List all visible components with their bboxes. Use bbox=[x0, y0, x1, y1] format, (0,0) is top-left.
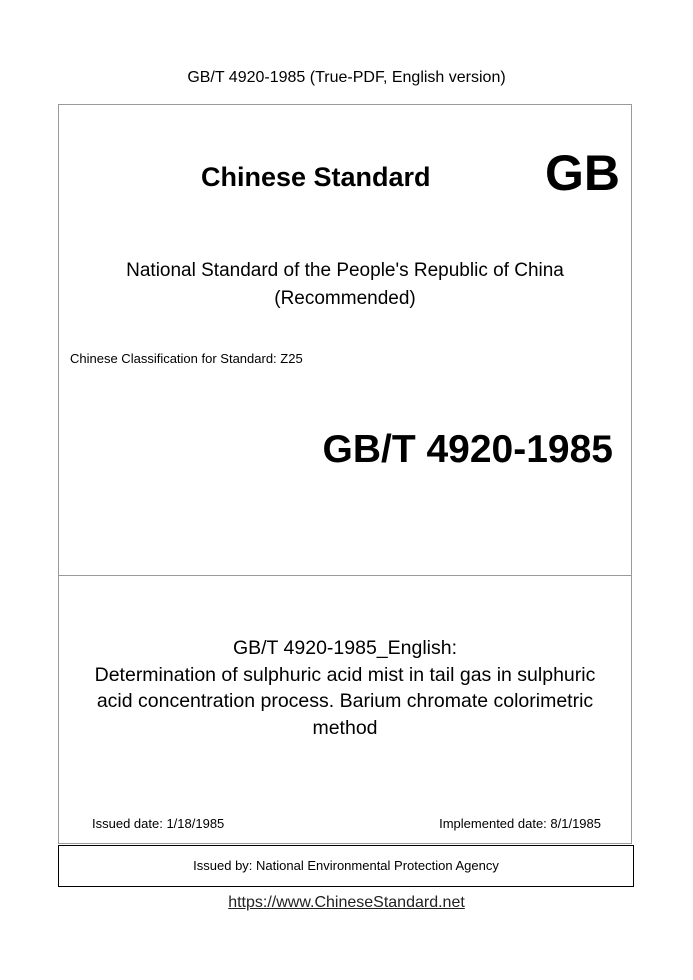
document-title bbox=[71, 635, 619, 741]
issued-date: Issued date: 1/18/1985 bbox=[92, 816, 225, 831]
document-title-line: acid concentration process. Barium chromate colorimetric bbox=[96, 690, 594, 712]
recommended-label: (Recommended) bbox=[274, 288, 416, 309]
standard-number: GB/T 4920-1985 bbox=[322, 428, 613, 471]
standard-type-title: Chinese Standard bbox=[201, 162, 431, 192]
publisher-box: Issued by: National Environmental Protection Agency bbox=[58, 845, 634, 887]
section-divider bbox=[59, 575, 631, 576]
document-title-line: method bbox=[312, 716, 378, 739]
document-header: GB/T 4920-1985 (True-PDF, English version) bbox=[187, 69, 506, 86]
classification-code: Chinese Classification for Standard: Z25 bbox=[70, 351, 303, 366]
title-row bbox=[59, 145, 631, 205]
implemented-date: Implemented date: 8/1/1985 bbox=[439, 816, 601, 831]
footer bbox=[0, 893, 693, 913]
dates-row bbox=[59, 815, 631, 833]
national-standard-line: National Standard of the People's Republic of China bbox=[126, 260, 564, 281]
cover-panel bbox=[58, 104, 632, 844]
document-title-line: Determination of sulphuric acid mist in tail gas in sulphuric bbox=[94, 663, 596, 686]
national-standard-heading bbox=[59, 257, 631, 313]
gb-logo-mark: GB bbox=[545, 145, 620, 201]
website-link[interactable]: https://www.ChineseStandard.net bbox=[228, 894, 465, 911]
document-title-line: GB/T 4920-1985_English: bbox=[232, 637, 458, 659]
